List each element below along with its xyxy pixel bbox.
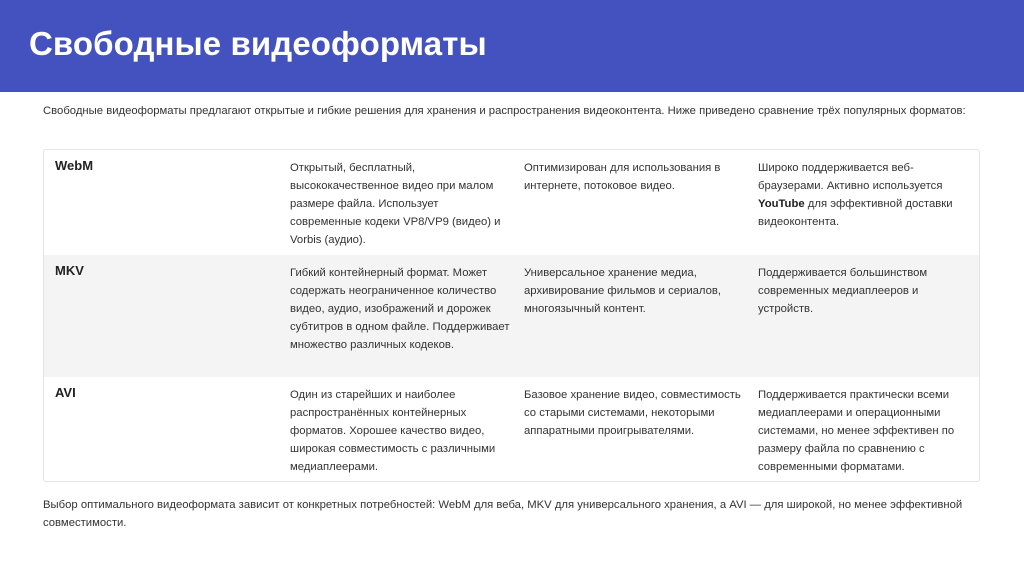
conclusion-paragraph: Выбор оптимального видеоформата зависит от конкретных потребностей: WebM для веба, MKV для универсального хранения, а AVI — для широкой, но менее эффективной совместимости. xyxy=(43,499,963,529)
format-support-webm xyxy=(758,159,968,231)
format-usage-avi: Базовое хранение видео, совместимость со старыми системами, некоторыми аппаратными проигрывателями. xyxy=(524,389,741,437)
page-title: Свободные видеоформаты xyxy=(29,25,487,62)
format-name-mkv: MKV xyxy=(55,263,84,278)
header-bar xyxy=(0,0,1024,92)
table-row-mkv xyxy=(44,255,979,377)
format-description-mkv: Гибкий контейнерный формат. Может содержать неограниченное количество видео, аудио, изображений и дорожек субтитров в одном файле. Поддерживает множество различных кодеков. xyxy=(290,267,510,351)
intro-paragraph: Свободные видеоформаты предлагают открытые и гибкие решения для хранения и распространения видеоконтента. Ниже приведено сравнение трёх популярных форматов: xyxy=(43,105,966,117)
format-name-webm: WebM xyxy=(55,158,94,173)
format-usage-mkv: Универсальное хранение медиа, архивирование фильмов и сериалов, многоязычный контент. xyxy=(524,267,722,315)
format-description-avi: Один из старейших и наиболее распространённых контейнерных форматов. Хорошее качество видео, широкая совместимость с различными медиаплеерами. xyxy=(290,389,496,473)
support-text-start: Широко поддерживается веб-браузерами. Активно используется xyxy=(758,162,943,192)
formats-comparison-table xyxy=(43,149,980,482)
format-support-mkv: Поддерживается большинством современных медиаплееров и устройств. xyxy=(758,267,928,315)
format-usage-webm: Оптимизирован для использования в интернете, потоковое видео. xyxy=(524,162,721,192)
table-row-webm xyxy=(44,150,979,255)
support-text-end: для эффективной доставки видеоконтента. xyxy=(758,198,953,228)
format-description-webm: Открытый, бесплатный, высококачественное видео при малом размере файла. Использует современные кодеки VP8/VP9 (видео) и Vorbis (аудио). xyxy=(290,162,501,246)
support-highlight-youtube: YouTube xyxy=(758,198,805,210)
table-row-avi xyxy=(44,377,979,482)
format-support-avi: Поддерживается практически всеми медиаплеерами и операционными системами, но менее эффективен по размеру файла по сравнению с современными форматами. xyxy=(758,389,955,473)
format-name-avi: AVI xyxy=(55,385,76,400)
